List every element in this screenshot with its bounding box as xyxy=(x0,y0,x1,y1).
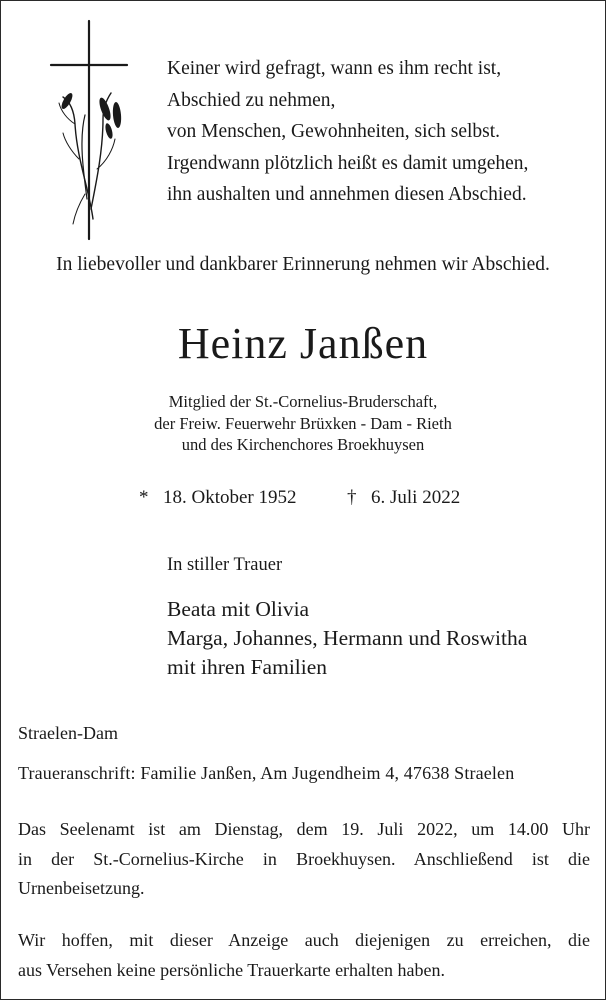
mourners xyxy=(167,595,527,682)
intro-line: In liebevoller und dankbarer Erinnerung nehmen wir Abschied. xyxy=(56,254,550,275)
notice-line: in der St.-Cornelius-Kirche in Broekhuysen. Anschließend ist die xyxy=(18,848,590,869)
death-date-group xyxy=(347,487,460,509)
poem-line: Abschied zu nehmen, xyxy=(167,89,336,111)
membership-line: Mitglied der St.-Cornelius-Bruderschaft, xyxy=(168,392,438,411)
service-notice xyxy=(18,815,590,904)
poem-line: Keiner wird gefragt, wann es ihm recht ist, xyxy=(167,58,502,79)
death-cross-icon: † xyxy=(347,487,357,508)
deceased-name: Heinz Janßen xyxy=(177,319,429,368)
mourner-line: Marga, Johannes, Hermann und Roswitha xyxy=(167,626,528,650)
birth-star-icon: * xyxy=(139,487,149,508)
mourning-address: Traueranschrift: Familie Janßen, Am Jugendheim 4, 47638 Straelen xyxy=(18,763,515,783)
membership-line: und des Kirchenchores Broekhuysen xyxy=(181,435,425,454)
notice-line: Wir hoffen, mit dieser Anzeige auch diejenigen zu erreichen, die xyxy=(18,930,590,950)
place: Straelen-Dam xyxy=(18,723,118,743)
grief-label: In stiller Trauer xyxy=(167,555,283,575)
notice-line: Das Seelenamt ist am Dienstag, dem 19. Juli 2022, um 14.00 Uhr xyxy=(18,819,590,839)
mourner-line: Beata mit Olivia xyxy=(167,597,310,621)
notice-line: Urnenbeisetzung. xyxy=(18,878,145,898)
notice-line: aus Versehen keine persönliche Trauerkarte erhalten haben. xyxy=(18,959,446,980)
memberships xyxy=(1,391,605,456)
membership-line: der Freiw. Feuerwehr Brüxken - Dam - Rieth xyxy=(154,413,452,433)
poem xyxy=(167,53,528,211)
poem-line: ihn aushalten und annehmen diesen Abschied. xyxy=(167,184,527,205)
death-date: 6. Juli 2022 xyxy=(371,487,461,508)
birth-date-group xyxy=(139,487,297,509)
mourner-line: mit ihren Familien xyxy=(167,655,328,679)
poem-line: von Menschen, Gewohnheiten, sich selbst. xyxy=(167,121,501,142)
thanks-notice xyxy=(18,926,590,985)
poem-line: Irgendwann plötzlich heißt es damit umgehen, xyxy=(167,152,529,174)
birth-date: 18. Oktober 1952 xyxy=(163,487,297,508)
cross-with-wheat-icon xyxy=(49,19,129,241)
